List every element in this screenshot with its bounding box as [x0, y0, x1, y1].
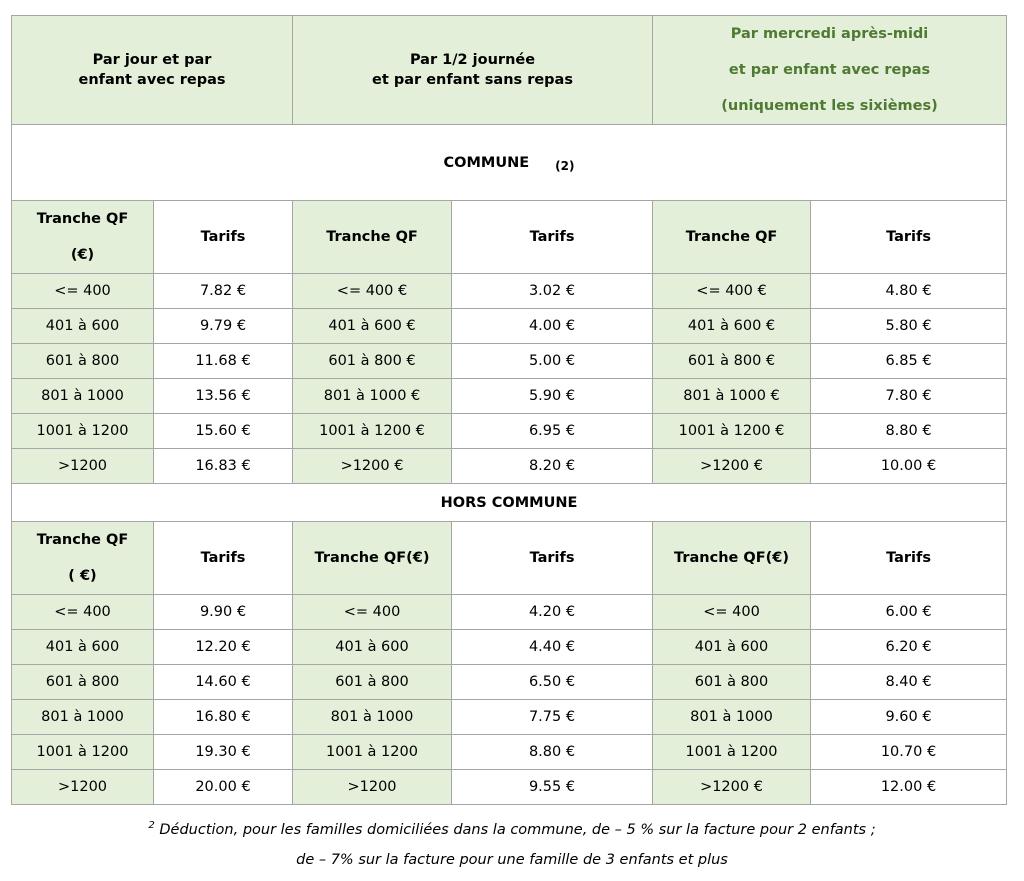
col-header-tarifs: Tarifs	[452, 522, 653, 595]
hors-commune-column-headers	[12, 522, 1007, 595]
table-cell: 601 à 800 €	[293, 344, 452, 379]
table-cell: 3.02 €	[452, 274, 653, 309]
table-cell: 1001 à 1200	[12, 414, 154, 449]
table-cell: 12.20 €	[154, 630, 293, 665]
col-header-tranche-qf: Tranche QF(€)	[293, 522, 452, 595]
table-cell: 6.20 €	[811, 630, 1007, 665]
header-mercredi: Par mercredi après-midi et par enfant avec repas (uniquement les sixièmes)	[653, 16, 1007, 125]
table-row	[12, 344, 1007, 379]
table-cell: <= 400	[12, 595, 154, 630]
table-row	[12, 379, 1007, 414]
table-cell: 8.80 €	[811, 414, 1007, 449]
table-cell: 5.00 €	[452, 344, 653, 379]
commune-column-headers	[12, 201, 1007, 274]
table-cell: >1200	[293, 770, 452, 805]
table-cell: 6.50 €	[452, 665, 653, 700]
table-cell: 8.20 €	[452, 449, 653, 484]
table-cell: 4.20 €	[452, 595, 653, 630]
table-row	[12, 449, 1007, 484]
table-cell: 16.83 €	[154, 449, 293, 484]
table-row	[12, 274, 1007, 309]
table-row	[12, 630, 1007, 665]
table-cell: <= 400 €	[653, 274, 811, 309]
table-cell: 1001 à 1200	[293, 735, 452, 770]
col-header-tranche-qf: Tranche QF (€)	[12, 201, 154, 274]
table-cell: 401 à 600	[653, 630, 811, 665]
table-cell: 1001 à 1200	[12, 735, 154, 770]
table-cell: 7.75 €	[452, 700, 653, 735]
table-cell: >1200 €	[653, 449, 811, 484]
col-header-tranche-qf: Tranche QF(€)	[653, 522, 811, 595]
header-demi-journee: Par 1/2 journée et par enfant sans repas	[293, 16, 653, 125]
table-cell: 4.80 €	[811, 274, 1007, 309]
table-cell: 15.60 €	[154, 414, 293, 449]
table-cell: 801 à 1000 €	[293, 379, 452, 414]
table-cell: 6.00 €	[811, 595, 1007, 630]
table-cell: 401 à 600	[12, 309, 154, 344]
table-cell: 9.90 €	[154, 595, 293, 630]
section-title-hors-commune: HORS COMMUNE	[12, 484, 1007, 522]
table-row	[12, 735, 1007, 770]
table-cell: 10.00 €	[811, 449, 1007, 484]
table-cell: 5.80 €	[811, 309, 1007, 344]
col-header-tranche-qf: Tranche QF	[653, 201, 811, 274]
table-cell: 801 à 1000 €	[653, 379, 811, 414]
col-header-tarifs: Tarifs	[154, 522, 293, 595]
table-cell: >1200 €	[653, 770, 811, 805]
table-cell: 9.55 €	[452, 770, 653, 805]
table-cell: 801 à 1000	[293, 700, 452, 735]
table-cell: 601 à 800	[12, 665, 154, 700]
table-cell: 401 à 600	[293, 630, 452, 665]
col-header-tarifs: Tarifs	[811, 522, 1007, 595]
table-cell: 20.00 €	[154, 770, 293, 805]
table-cell: 11.68 €	[154, 344, 293, 379]
footnote-line: $^2$ Déduction, pour les familles domiciliées dans la commune, de – 5 % sur la facture pour 2 enfants ;	[148, 820, 876, 838]
footnote-ref: (2)	[555, 158, 575, 173]
table-cell: 7.82 €	[154, 274, 293, 309]
table-cell: 16.80 €	[154, 700, 293, 735]
table-cell: 401 à 600 €	[653, 309, 811, 344]
table-row	[12, 414, 1007, 449]
table-cell: <= 400	[293, 595, 452, 630]
table-row	[12, 770, 1007, 805]
table-cell: 601 à 800 €	[653, 344, 811, 379]
table-cell: >1200	[12, 449, 154, 484]
table-cell: >1200	[12, 770, 154, 805]
table-cell: 6.95 €	[452, 414, 653, 449]
table-cell: 601 à 800	[653, 665, 811, 700]
col-header-tarifs: Tarifs	[154, 201, 293, 274]
col-header-tarifs: Tarifs	[452, 201, 653, 274]
table-cell: 4.00 €	[452, 309, 653, 344]
table-cell: 7.80 €	[811, 379, 1007, 414]
table-cell: 401 à 600 €	[293, 309, 452, 344]
table-cell: 9.60 €	[811, 700, 1007, 735]
footnote-marker: 2	[148, 820, 155, 831]
section-title-commune: COMMUNE	[443, 154, 530, 171]
table-row	[12, 700, 1007, 735]
footnote	[0, 813, 1024, 881]
table-cell: 1001 à 1200	[653, 735, 811, 770]
table-cell: <= 400	[653, 595, 811, 630]
table-cell: 14.60 €	[154, 665, 293, 700]
table-cell: 801 à 1000	[12, 379, 154, 414]
table-cell: 19.30 €	[154, 735, 293, 770]
section-commune	[12, 125, 1007, 201]
footnote-line: de – 7% sur la facture pour une famille de 3 enfants et plus	[296, 852, 728, 868]
col-header-tranche-qf: Tranche QF ( €)	[12, 522, 154, 595]
table-cell: 12.00 €	[811, 770, 1007, 805]
table-cell: 601 à 800	[293, 665, 452, 700]
section-hors-commune	[12, 484, 1007, 522]
table-row	[12, 665, 1007, 700]
table-cell: 801 à 1000	[12, 700, 154, 735]
header-par-jour: Par jour et par enfant avec repas	[12, 16, 293, 125]
table-cell: 401 à 600	[12, 630, 154, 665]
table-cell: <= 400 €	[293, 274, 452, 309]
col-header-tranche-qf: Tranche QF	[293, 201, 452, 274]
table-cell: 13.56 €	[154, 379, 293, 414]
col-header-tarifs: Tarifs	[811, 201, 1007, 274]
table-row	[12, 309, 1007, 344]
table-cell: 1001 à 1200 €	[293, 414, 452, 449]
table-cell: 9.79 €	[154, 309, 293, 344]
table-cell: 4.40 €	[452, 630, 653, 665]
table-cell: >1200 €	[293, 449, 452, 484]
table-cell: <= 400	[12, 274, 154, 309]
table-cell: 5.90 €	[452, 379, 653, 414]
table-row	[12, 595, 1007, 630]
table-cell: 1001 à 1200 €	[653, 414, 811, 449]
tarifs-table	[11, 15, 1007, 805]
table-cell: 601 à 800	[12, 344, 154, 379]
table-cell: 6.85 €	[811, 344, 1007, 379]
header-row	[12, 16, 1007, 125]
table-cell: 10.70 €	[811, 735, 1007, 770]
table-cell: 8.80 €	[452, 735, 653, 770]
table-cell: 8.40 €	[811, 665, 1007, 700]
table-cell: 801 à 1000	[653, 700, 811, 735]
